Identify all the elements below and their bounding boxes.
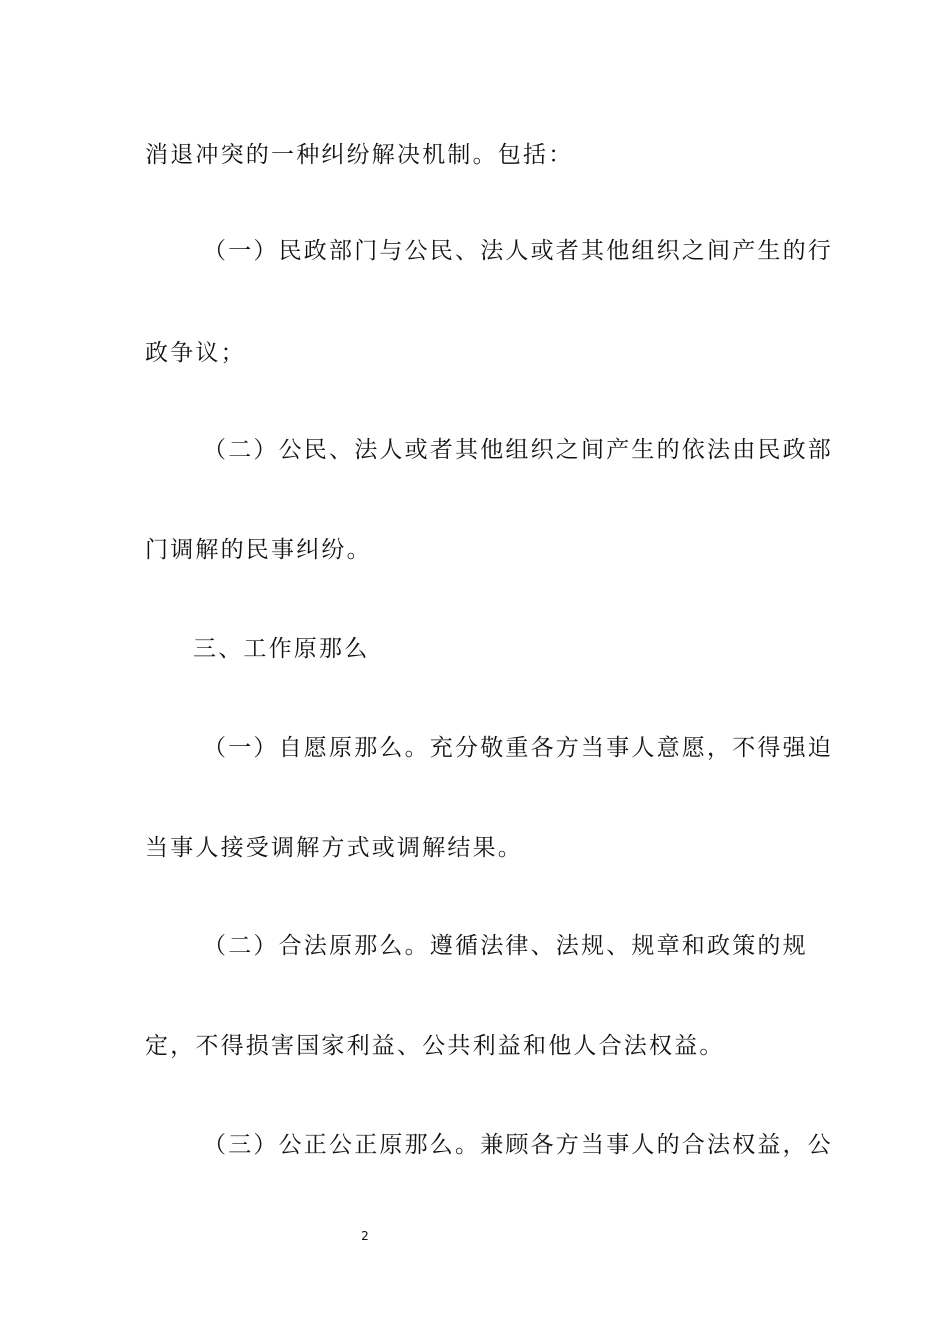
text-line-10: 定，不得损害国家利益、公共利益和他人合法权益。 xyxy=(145,1033,725,1059)
section-heading: 三、工作原那么 xyxy=(193,636,370,662)
text-line-7: （一）自愿原那么。充分敬重各方当事人意愿，不得强迫 xyxy=(203,735,833,761)
text-line-9: （二）合法原那么。遵循法律、法规、规章和政策的规 xyxy=(203,933,808,959)
text-line-8: 当事人接受调解方式或调解结果。 xyxy=(145,835,523,861)
text-line-5: 门调解的民事纠纷。 xyxy=(145,537,372,563)
text-line-11: （三）公正公正原那么。兼顾各方当事人的合法权益，公 xyxy=(203,1132,833,1158)
text-line-4: （二）公民、法人或者其他组织之间产生的依法由民政部 xyxy=(203,437,833,463)
page-number: 2 xyxy=(361,1229,369,1243)
text-line-3: 政争议； xyxy=(145,340,246,366)
text-line-2: （一）民政部门与公民、法人或者其他组织之间产生的行 xyxy=(203,238,833,264)
text-line-1: 消退冲突的一种纠纷解决机制。包括： xyxy=(145,142,574,168)
